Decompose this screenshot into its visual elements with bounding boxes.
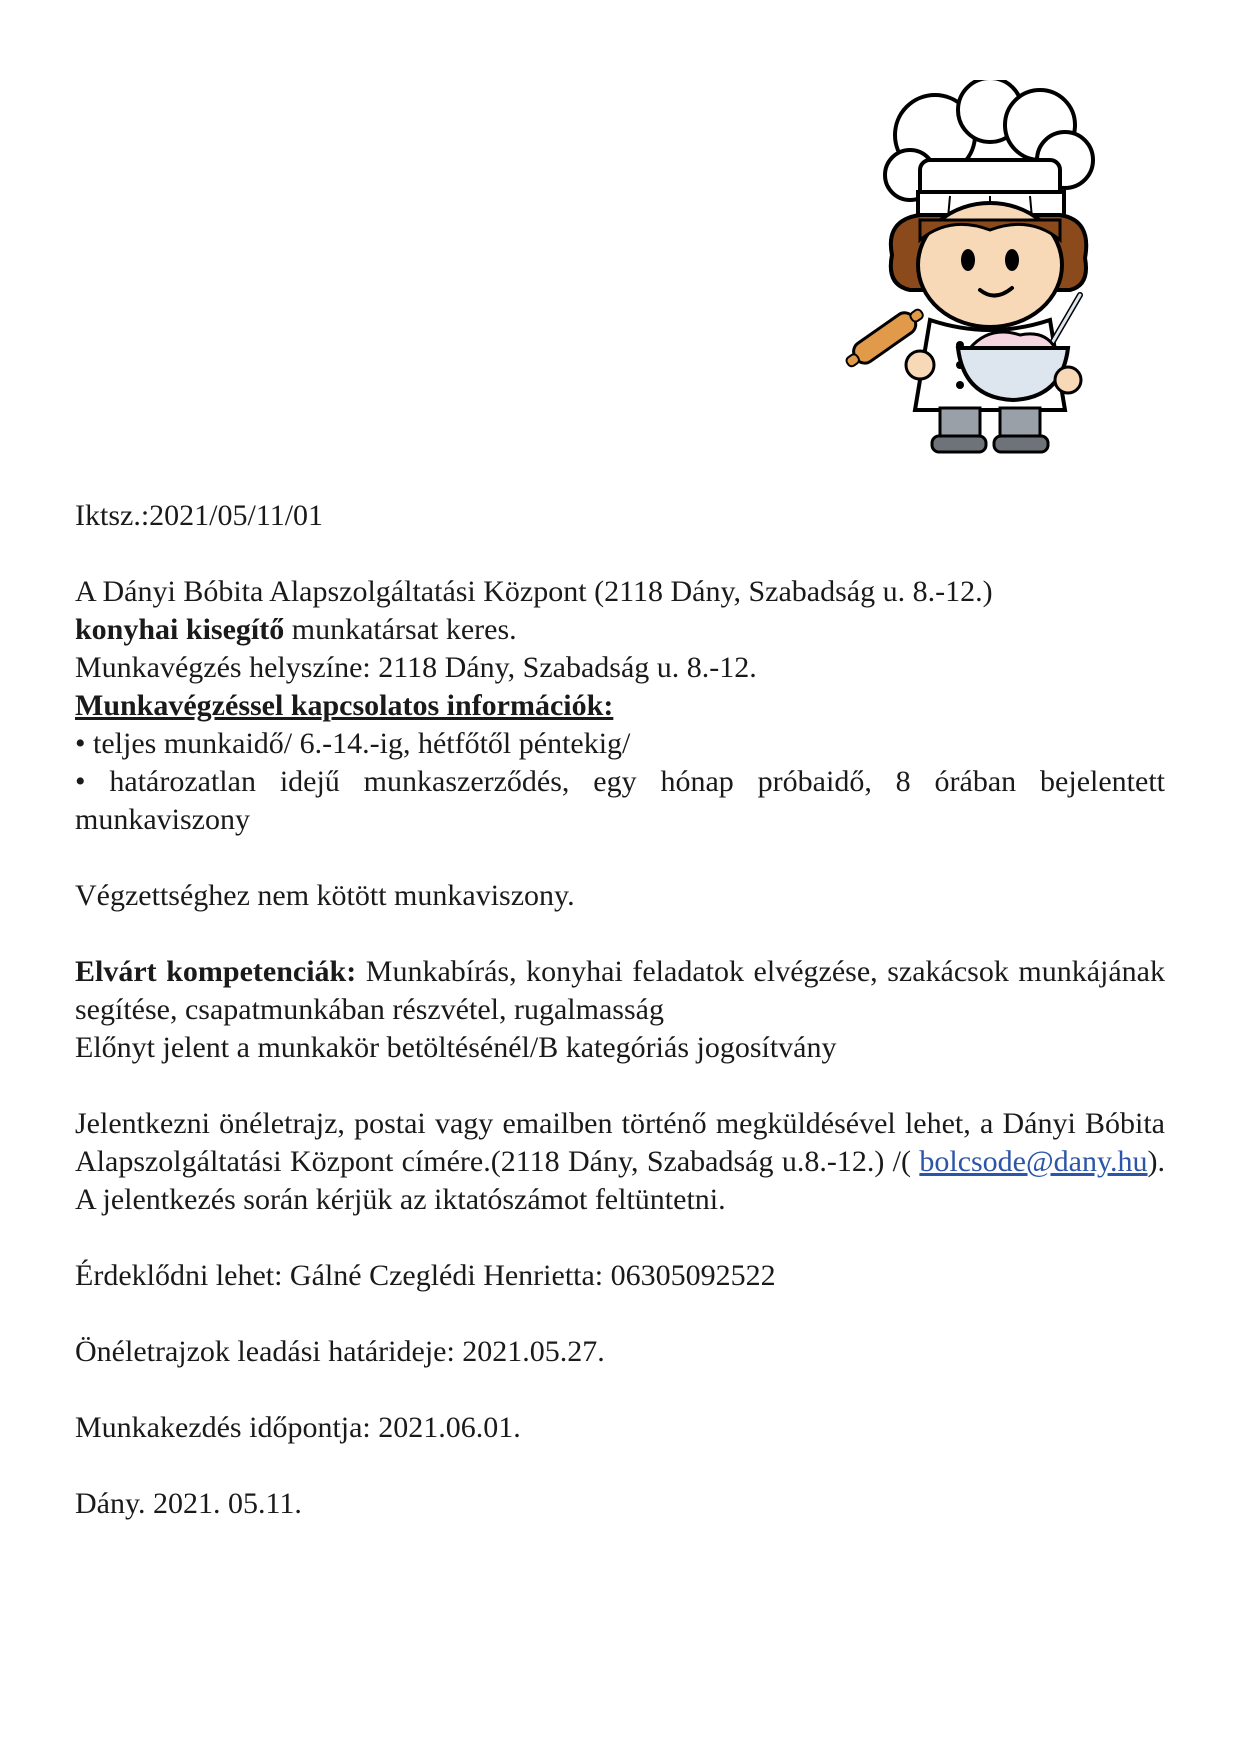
competencies-list: Munkabírás, konyhai feladatok elvégzése, szakácsok munkájának segítése, csapatmunkában részvétel, rugalmasság xyxy=(75,955,1165,1026)
email-link[interactable]: bolcsode@dany.hu xyxy=(919,1145,1148,1178)
reference-number: Iktsz.:2021/05/11/01 xyxy=(75,499,324,532)
competencies-label: Elvárt kompetenciák: xyxy=(75,955,357,988)
bullet-item: • határozatlan idejű munkaszerződés, egy hónap próbaidő, 8 órában bejelentett munkaviszony xyxy=(75,765,1165,836)
chef-girl-icon xyxy=(840,80,1120,460)
deadline-info: Önéletrajzok leadási határideje: 2021.05.27. xyxy=(75,1335,605,1368)
position-line xyxy=(75,611,1165,649)
start-date-info: Munkakezdés időpontja: 2021.06.01. xyxy=(75,1411,521,1444)
work-location: Munkavégzés helyszíne: 2118 Dány, Szabadság u. 8.-12. xyxy=(75,651,757,684)
intro-section xyxy=(75,573,1165,839)
place-date: Dány. 2021. 05.11. xyxy=(75,1487,302,1520)
application-section xyxy=(75,1105,1165,1219)
bullet-item: • teljes munkaidő/ 6.-14.-ig, hétfőtől péntekig/ xyxy=(75,727,631,760)
competencies-text xyxy=(75,953,1165,1029)
application-text: Jelentkezni önéletrajz, postai vagy emailben történő megküldésével lehet, a Dányi Bóbita Alapszolgáltatási Központ címére.(2118 Dány, Szabadság u.8.-12.) /( xyxy=(75,1107,1165,1178)
position-title: konyhai kisegítő xyxy=(75,613,285,646)
competencies-section xyxy=(75,953,1165,1067)
application-text-after: ). A jelentkezés során kérjük az iktatószámot feltüntetni. xyxy=(75,1145,1165,1216)
contact-info: Érdeklődni lehet: Gálné Czeglédi Henrietta: 06305092522 xyxy=(75,1259,776,1292)
info-heading: Munkavégzéssel kapcsolatos információk: xyxy=(75,689,614,722)
advantage-text: Előnyt jelent a munkakör betöltésénél/B kategóriás jogosítvány xyxy=(75,1031,837,1064)
position-rest: munkatársat keres. xyxy=(284,613,517,646)
education-requirement: Végzettséghez nem kötött munkaviszony. xyxy=(75,879,575,912)
employer-line: A Dányi Bóbita Alapszolgáltatási Központ (2118 Dány, Szabadság u. 8.-12.) xyxy=(75,575,993,608)
